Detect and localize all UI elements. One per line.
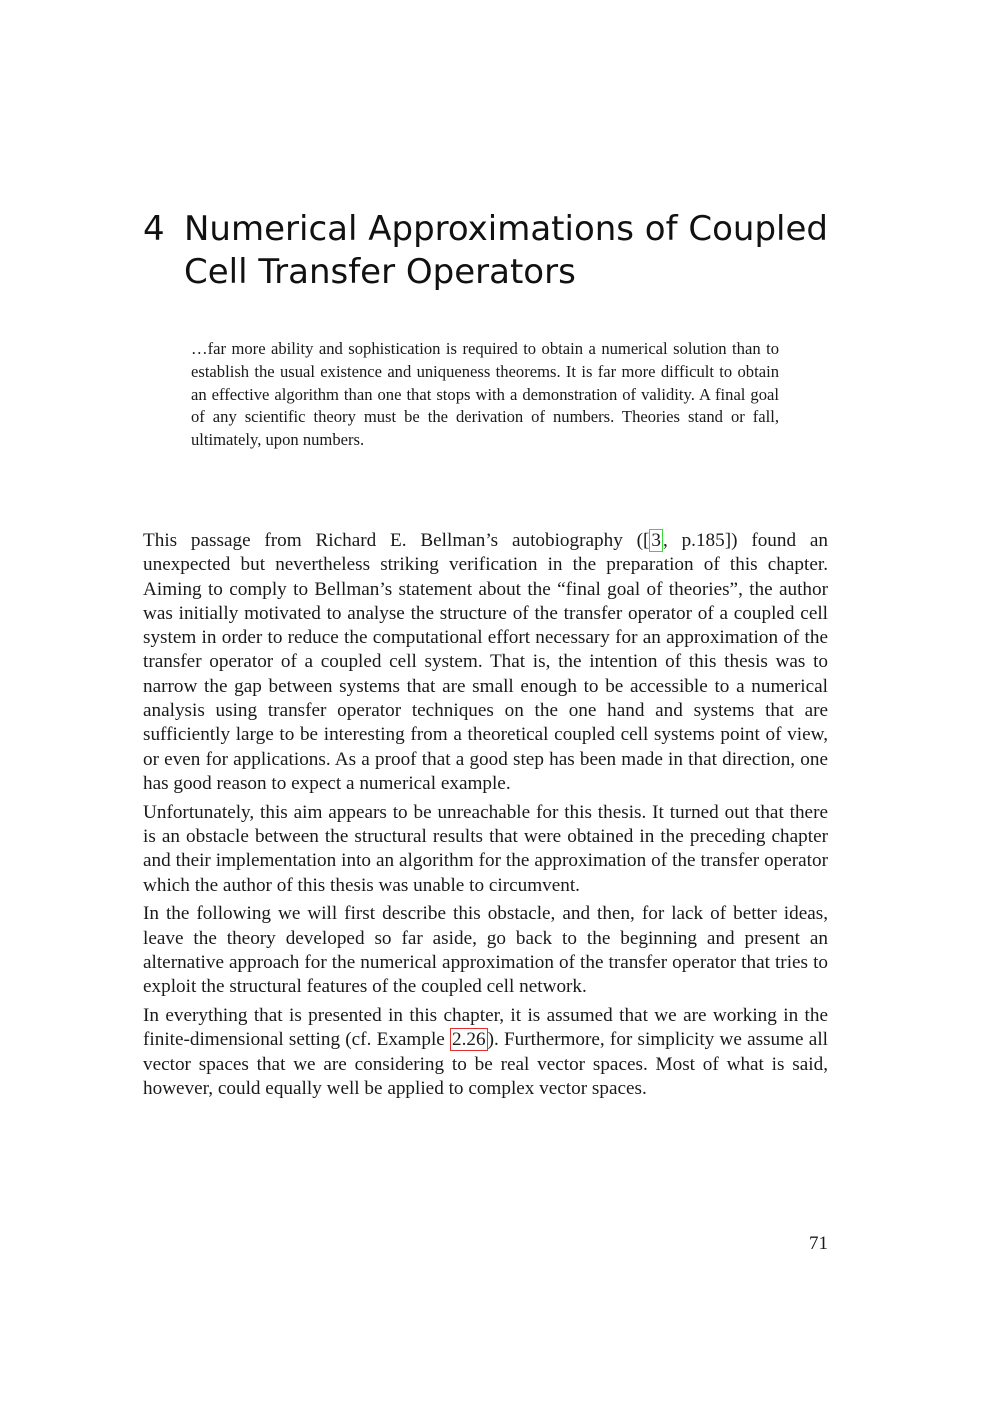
citation-link[interactable]: 3: [651, 530, 661, 551]
body-text: [143, 529, 828, 1106]
paragraph-1-before-cite: This passage from Richard E. Bellman’s autobiography ([: [143, 530, 650, 551]
paragraph-4: [143, 1004, 828, 1101]
chapter-number: 4: [143, 209, 165, 249]
page-number: 71: [809, 1233, 828, 1254]
paragraph-3: In the following we will first describe this obstacle, and then, for lack of better ideas, leave the theory developed so far aside, go back to the beginning and present an alternative approach for the numerical approximation of the transfer operator that tries to exploit the structural features of the coupled cell network.: [143, 903, 828, 998]
paragraph-1-after-cite: , p.185]) found an unexpected but nevertheless striking verification in the preparation of this chapter. Aiming to comply to Bellman’s statement about the “final goal of theories”, the author was initially motivated to analyse the structure of the transfer operator of a coupled cell system in order to reduce the computational effort necessary for an approximation of the transfer operator of a coupled cell system. That is, the intention of this thesis was to narrow the gap between systems that are small enough to be accessible to a numerical analysis using transfer operator techniques on the one hand and systems that are sufficiently large to be interesting from a theoretical coupled cell systems point of view, or even for applications. As a proof that a good step has been made in that direction, one has good reason to expect a numerical example.: [143, 530, 828, 794]
epigraph-quote: …far more ability and sophistication is required to obtain a numerical solution than to establish the usual existence and uniqueness theorems. It is far more difficult to obtain an effective algorithm than one that stops with a demonstration of validity. A final goal of any scientific theory must be the derivation of numbers. Theories stand or fall, ultimately, upon numbers.: [191, 339, 779, 450]
paragraph-2: Unfortunately, this aim appears to be unreachable for this thesis. It turned out that there is an obstacle between the structural results that were obtained in the preceding chapter and their implementation into an algorithm for the approximation of the transfer operator which the author of this thesis was unable to circumvent.: [143, 801, 828, 896]
paragraph-4-before-ref: In everything that is presented in this chapter, it is assumed that we are working in the finite-dimensional setting (cf. Example: [143, 1005, 828, 1051]
paragraph-1: [143, 529, 828, 796]
chapter-title: Numerical Approximations of Coupled Cell Transfer Operators: [184, 209, 829, 292]
example-reference-link[interactable]: 2.26: [452, 1029, 486, 1051]
paragraph-4-after-ref: ). Furthermore, for simplicity we assume all vector spaces that we are considering to be real vector spaces. Most of what is said, however, could equally well be applied to complex vector spaces.: [143, 1029, 828, 1100]
chapter-heading: [143, 208, 863, 294]
